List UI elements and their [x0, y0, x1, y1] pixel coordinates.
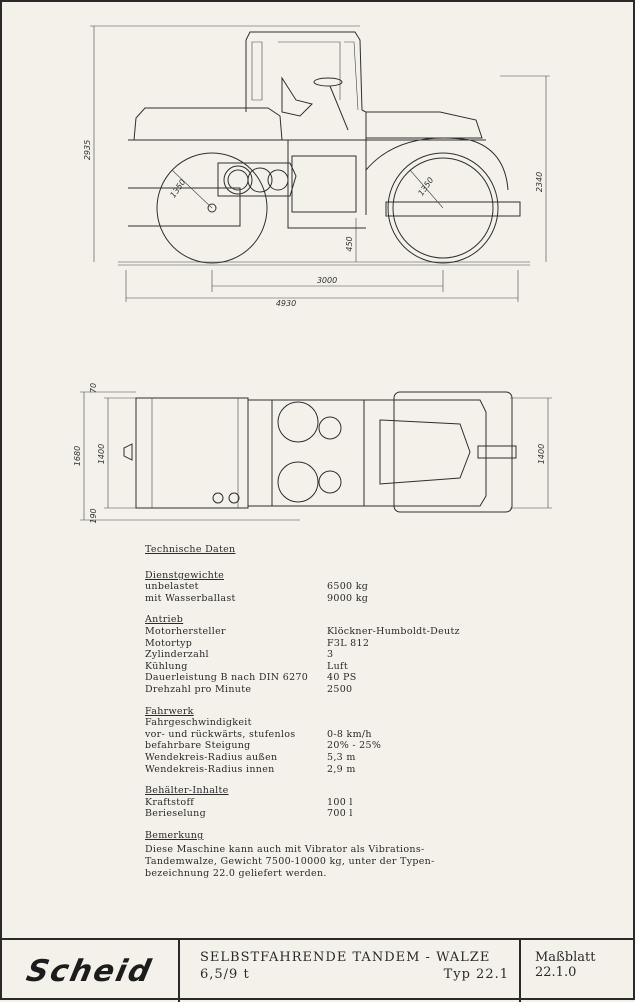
top-view [73, 383, 552, 524]
spec-row: Zylinderzahl 3 [145, 649, 334, 661]
spec-row: Drehzahl pro Minute 2500 [145, 683, 353, 695]
dim-front-drum: 1350 [168, 177, 188, 200]
remark-text: Diese Maschine kann auch mit Vibrator als Vibrations-Tandemwalze, Gewicht 7500-10000 kg, unter der Typen-bezeichnung 22.0 geliefert werden. [145, 844, 435, 879]
dim-total-width: 1680 [73, 445, 82, 467]
spec-row: unbelastet 6500 kg [145, 581, 369, 593]
spec-row: Kraftstoff 100 l [145, 796, 353, 808]
title-block [0, 938, 635, 1002]
spec-row: Berieselung 700 l [145, 808, 353, 820]
tanks-heading: Behälter-Inhalte [145, 785, 229, 797]
dim-rear-drum: 1350 [416, 175, 436, 198]
spec-row: Kühlung Luft [145, 660, 348, 672]
spec-row: Wendekreis-Radius außen 5,3 m [145, 751, 356, 763]
chassis-heading: Fahrwerk [145, 705, 194, 717]
specs-title: Technische Daten [145, 544, 236, 555]
dim-total-length: 4930 [275, 299, 297, 308]
dim-ground-clearance: 450 [345, 236, 354, 252]
product-title-cell [180, 940, 521, 1002]
remark-heading: Bemerkung [145, 829, 204, 841]
spec-row: vor- und rückwärts, stufenlos 0-8 km/h [145, 728, 372, 740]
sheet-number: 22.1.0 [535, 965, 577, 980]
dim-cab-height: 2340 [535, 171, 544, 193]
spec-row: Motortyp F3L 812 [145, 637, 370, 649]
weights-heading: Dienstgewichte [145, 569, 225, 581]
spec-row: Wendekreis-Radius innen 2,9 m [145, 763, 356, 775]
brand-logo: Scheid [22, 953, 156, 989]
sheet-cell [521, 940, 635, 1002]
spec-row: Dauerleistung B nach DIN 6270 40 PS [145, 672, 357, 684]
dim-overhang-bottom: 190 [89, 508, 98, 524]
technical-specs [145, 544, 525, 879]
product-type: Typ 22.1 [443, 967, 509, 982]
product-title: SELBSTFAHRENDE TANDEM - WALZE [200, 950, 491, 965]
drive-heading: Antrieb [145, 614, 184, 626]
dim-overhang-top: 70 [89, 382, 98, 394]
chassis-intro: Fahrgeschwindigkeit [145, 717, 252, 729]
dim-drum-width-right: 1400 [537, 443, 546, 465]
side-view [83, 26, 550, 308]
spec-row: befahrbare Steigung 20% - 25% [145, 740, 382, 752]
product-weight: 6,5/9 t [200, 967, 250, 982]
sheet-label: Maßblatt [535, 950, 596, 965]
dim-total-height: 2935 [83, 139, 92, 161]
dim-wheelbase: 3000 [316, 276, 338, 285]
dim-drum-width-left: 1400 [97, 443, 106, 465]
spec-row: mit Wasserballast 9000 kg [145, 592, 369, 604]
logo-cell [0, 940, 180, 1002]
spec-row: Motorhersteller Klöckner-Humboldt-Deutz [145, 625, 460, 637]
